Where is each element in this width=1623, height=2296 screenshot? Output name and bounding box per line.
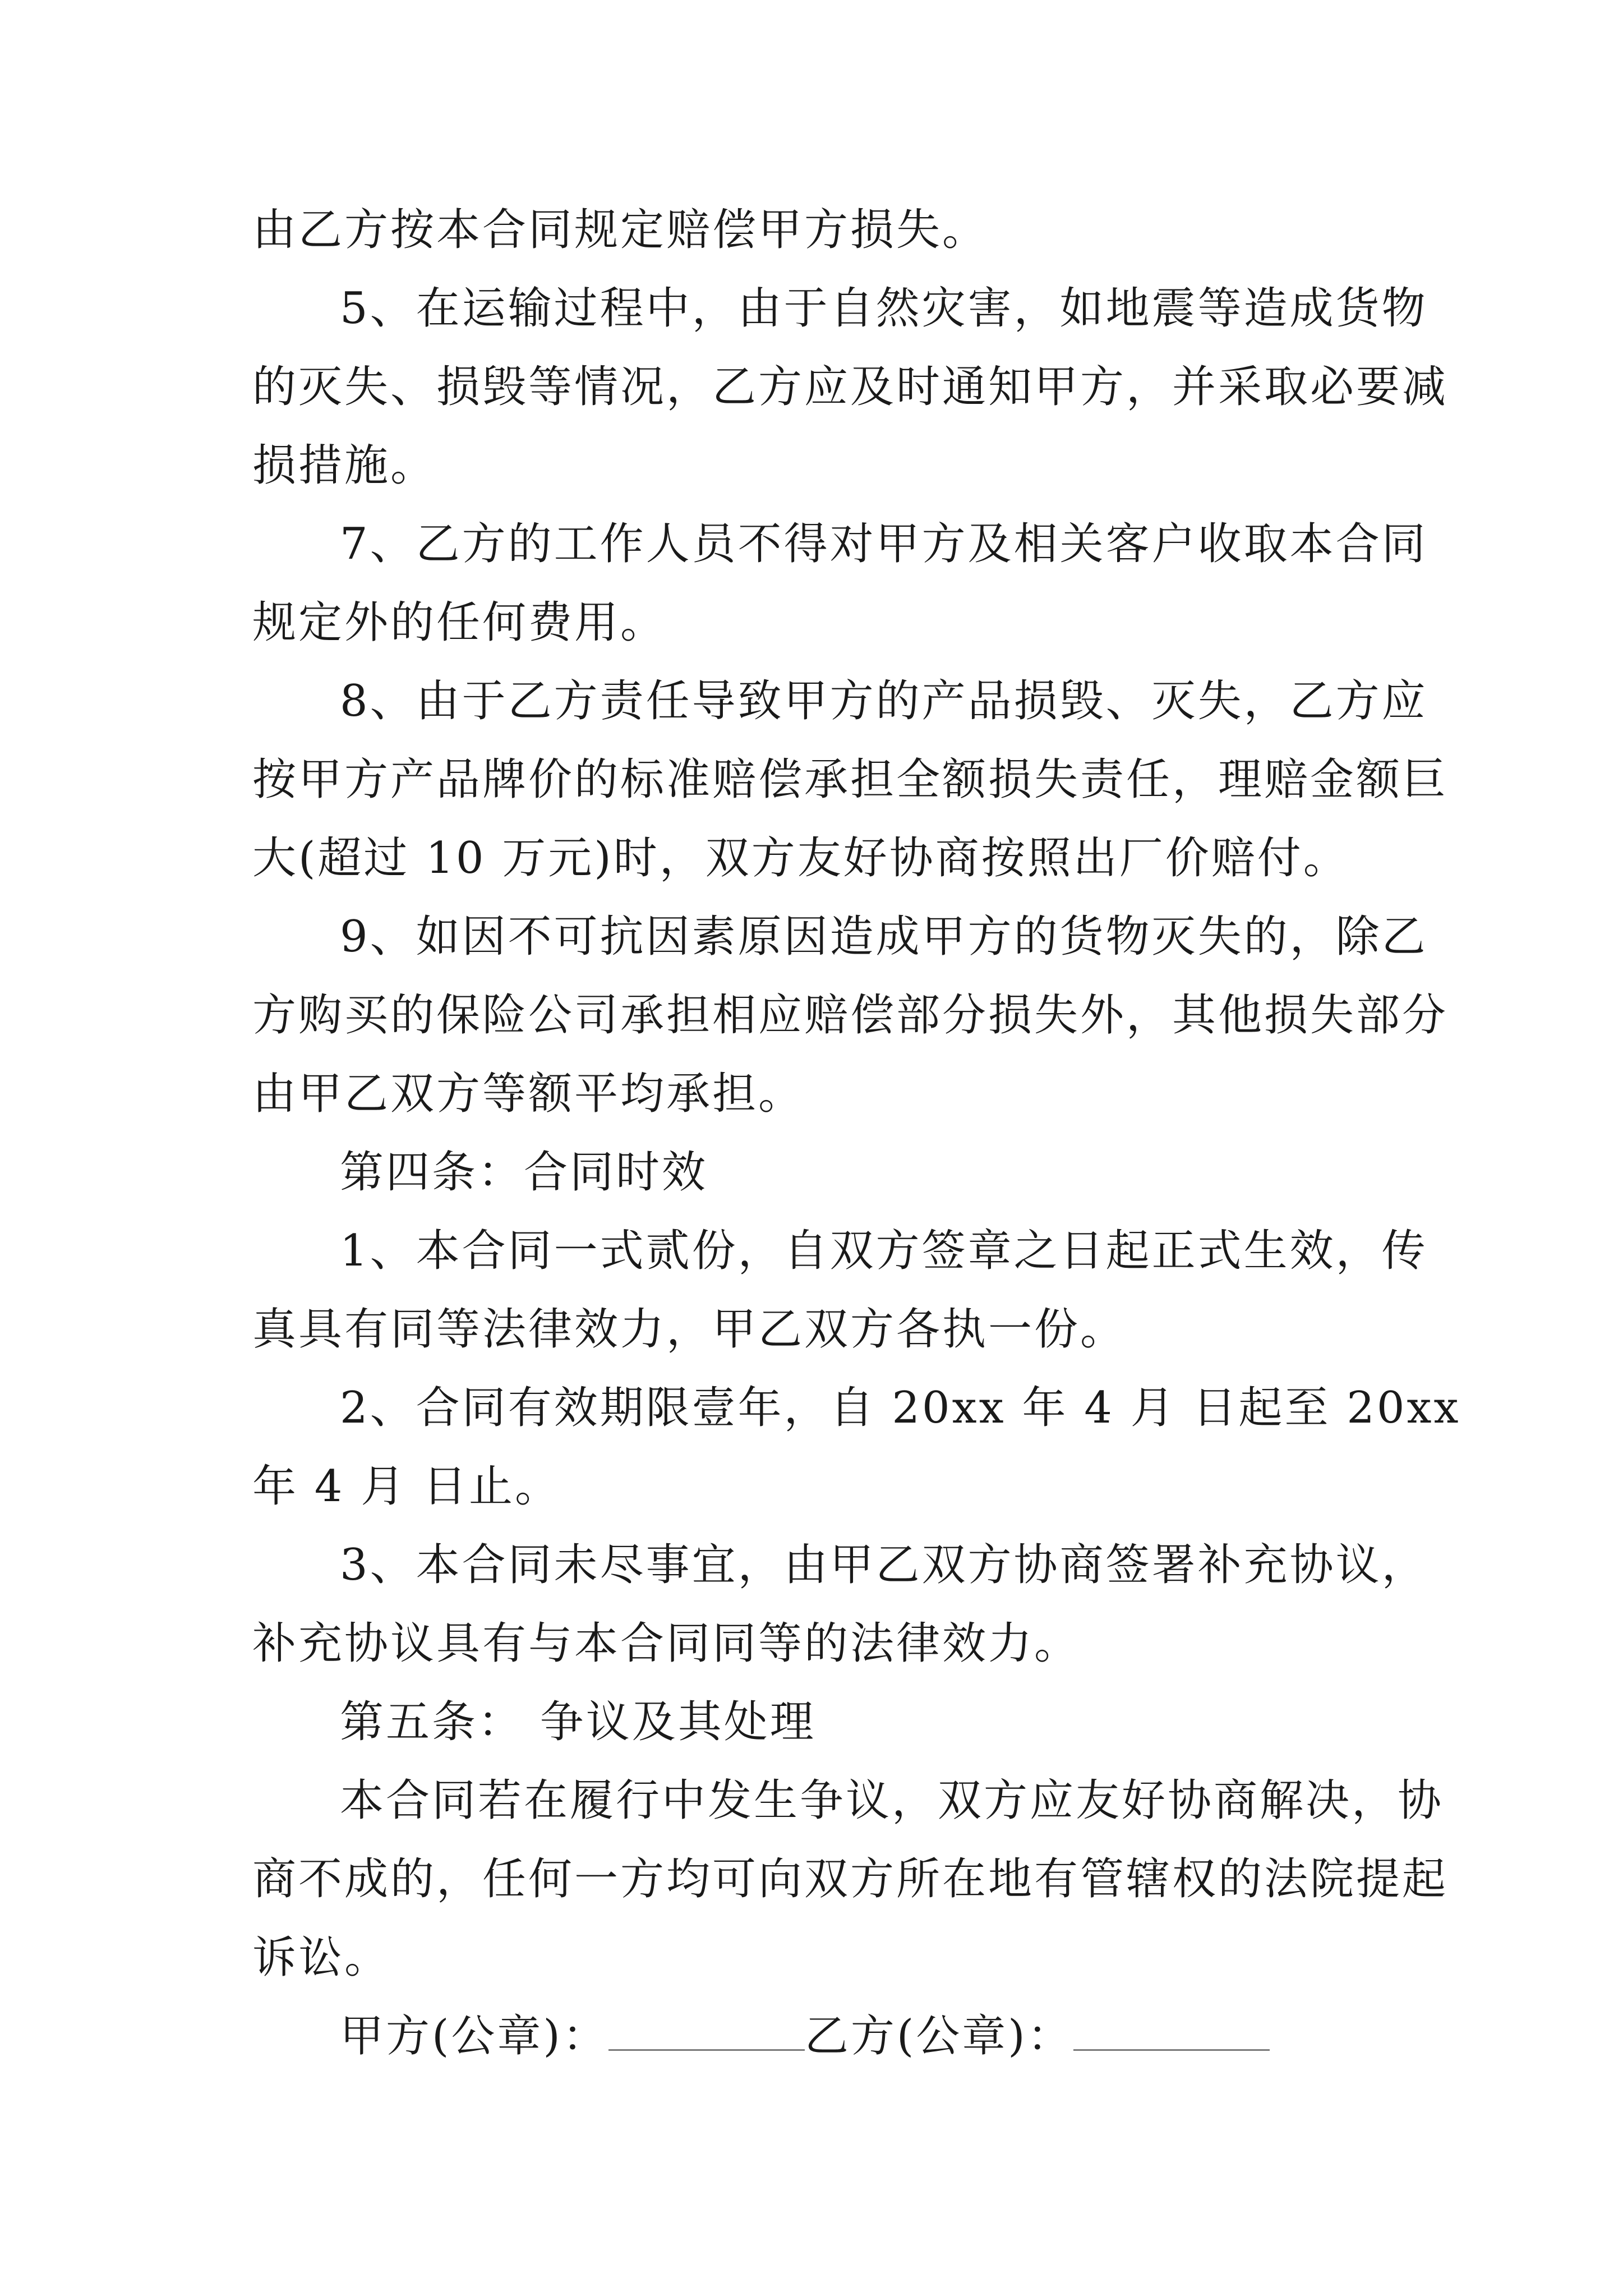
party-b-seal-label: 乙方(公章)： xyxy=(804,2011,1073,2062)
article-4-heading: 第四条：合同时效 xyxy=(340,1147,708,1198)
clause-8-line-3: 大(超过 10 万元)时，双方友好协商按照出厂价赔付。 xyxy=(252,833,1349,884)
clause-7-line-1: 7、乙方的工作人员不得对甲方及相关客户收取本合同 xyxy=(340,519,1428,569)
clause-5-line-1: 5、在运输过程中，由于自然灾害，如地震等造成货物 xyxy=(340,283,1428,334)
article-4-clause-2-line-2: 年 4 月 日止。 xyxy=(252,1461,561,1512)
article-4-clause-1-line-1: 1、本合同一式贰份，自双方签章之日起正式生效，传 xyxy=(340,1226,1428,1276)
clause-8-line-2: 按甲方产品牌价的标准赔偿承担全额损失责任，理赔金额巨 xyxy=(252,754,1449,805)
article-5-text-line-2: 商不成的，任何一方均可向双方所在地有管辖权的法院提起 xyxy=(252,1854,1449,1904)
clause-9-line-2: 方购买的保险公司承担相应赔偿部分损失外，其他损失部分 xyxy=(252,990,1449,1041)
party-a-signature-line xyxy=(608,2010,805,2051)
clause-5-line-2: 的灭失、损毁等情况，乙方应及时通知甲方，并采取必要减 xyxy=(252,362,1449,412)
clause-8-line-1: 8、由于乙方责任导致甲方的产品损毁、灭失，乙方应 xyxy=(340,676,1428,726)
clause-9-line-3: 由甲乙双方等额平均承担。 xyxy=(252,1069,805,1119)
article-5-text-line-1: 本合同若在履行中发生争议，双方应友好协商解决，协 xyxy=(340,1775,1444,1826)
article-4-clause-3-line-2: 补充协议具有与本合同同等的法律效力。 xyxy=(252,1618,1081,1669)
text-line: 由乙方按本合同规定赔偿甲方损失。 xyxy=(252,205,989,255)
article-4-clause-2-line-1: 2、合同有效期限壹年，自 20xx 年 4 月 日起至 20xx xyxy=(340,1383,1461,1433)
clause-9-line-1: 9、如因不可抗因素原因造成甲方的货物灭失的，除乙 xyxy=(340,912,1428,962)
party-b-signature-line xyxy=(1073,2010,1270,2051)
article-4-clause-3-line-1: 3、本合同未尽事宜，由甲乙双方协商签署补充协议， xyxy=(340,1540,1428,1590)
contract-text xyxy=(252,191,1461,2076)
party-a-seal-label: 甲方(公章)： xyxy=(340,2011,608,2062)
clause-7-line-2: 规定外的任何费用。 xyxy=(252,597,667,648)
clause-5-line-3: 损措施。 xyxy=(252,440,437,491)
article-5-text-line-3: 诉讼。 xyxy=(252,1932,391,1983)
article-4-clause-1-line-2: 真具有同等法律效力，甲乙双方各执一份。 xyxy=(252,1304,1127,1355)
signature-row xyxy=(252,1997,1391,2076)
article-5-heading: 第五条： 争议及其处理 xyxy=(340,1697,816,1747)
